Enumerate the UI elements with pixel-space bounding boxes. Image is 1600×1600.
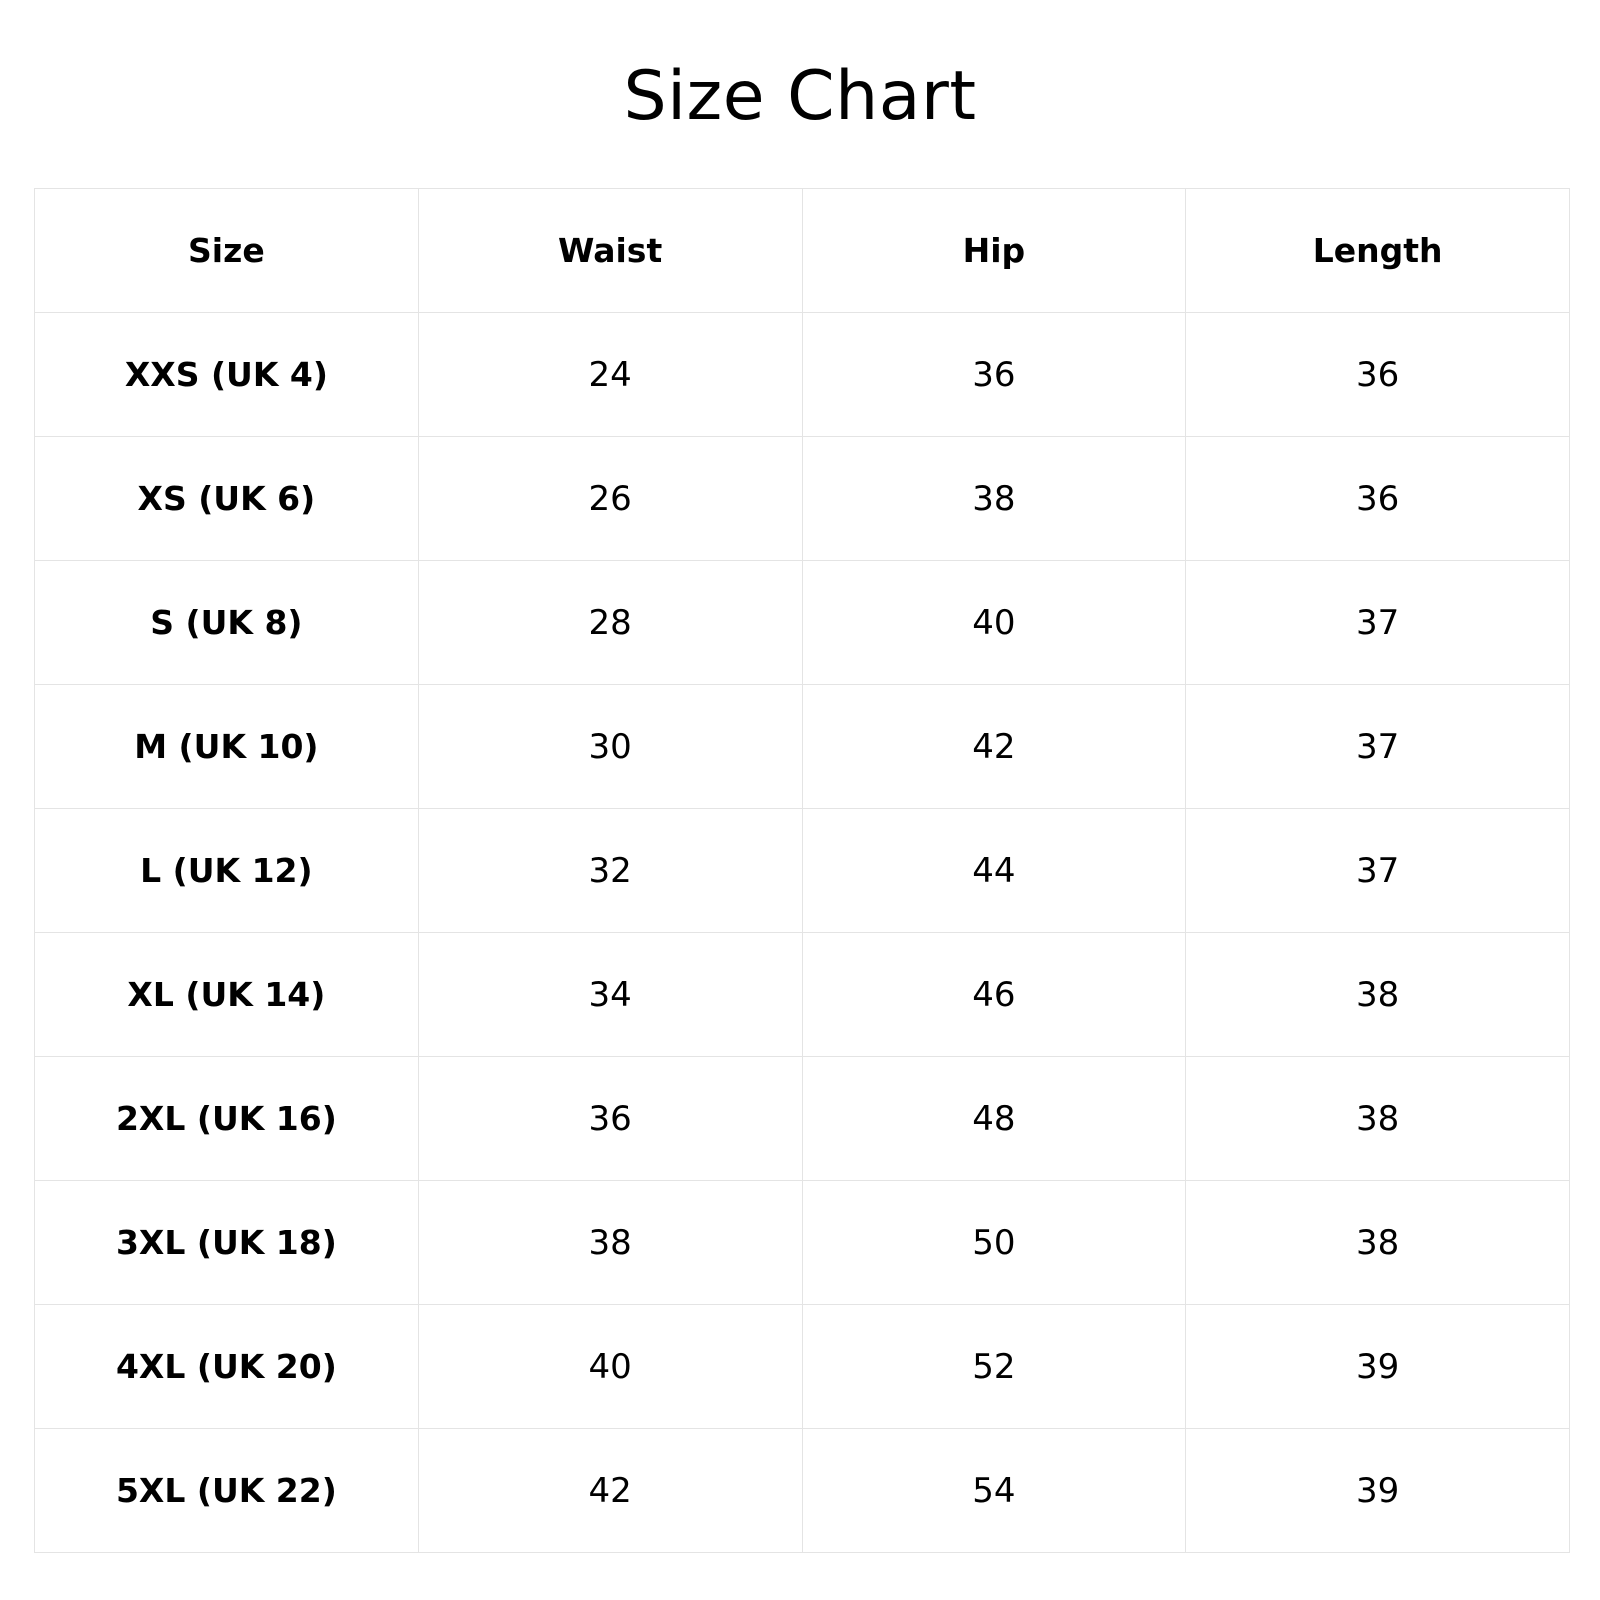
size-cell: 3XL (UK 18)	[35, 1181, 419, 1305]
length-cell: 38	[1186, 1057, 1570, 1181]
hip-cell: 50	[802, 1181, 1186, 1305]
column-header-waist: Waist	[418, 189, 802, 313]
length-cell: 37	[1186, 809, 1570, 933]
waist-cell: 32	[418, 809, 802, 933]
size-cell: 5XL (UK 22)	[35, 1429, 419, 1553]
table-row	[35, 1057, 1570, 1181]
page-title: Size Chart	[623, 57, 977, 136]
waist-cell: 34	[418, 933, 802, 1057]
table-row	[35, 933, 1570, 1057]
size-cell: 4XL (UK 20)	[35, 1305, 419, 1429]
size-cell: L (UK 12)	[35, 809, 419, 933]
table-row	[35, 1181, 1570, 1305]
size-cell: XL (UK 14)	[35, 933, 419, 1057]
hip-cell: 42	[802, 685, 1186, 809]
length-cell: 36	[1186, 437, 1570, 561]
waist-cell: 26	[418, 437, 802, 561]
hip-cell: 52	[802, 1305, 1186, 1429]
hip-cell: 36	[802, 313, 1186, 437]
table-row	[35, 561, 1570, 685]
table-row	[35, 437, 1570, 561]
table-header	[35, 189, 1570, 313]
length-cell: 38	[1186, 933, 1570, 1057]
hip-cell: 38	[802, 437, 1186, 561]
hip-cell: 54	[802, 1429, 1186, 1553]
table-row	[35, 809, 1570, 933]
waist-cell: 40	[418, 1305, 802, 1429]
size-cell: S (UK 8)	[35, 561, 419, 685]
hip-cell: 46	[802, 933, 1186, 1057]
table-row	[35, 1305, 1570, 1429]
length-cell: 38	[1186, 1181, 1570, 1305]
length-cell: 36	[1186, 313, 1570, 437]
waist-cell: 30	[418, 685, 802, 809]
column-header-size: Size	[35, 189, 419, 313]
table-row	[35, 313, 1570, 437]
column-header-length: Length	[1186, 189, 1570, 313]
waist-cell: 38	[418, 1181, 802, 1305]
size-cell: M (UK 10)	[35, 685, 419, 809]
hip-cell: 44	[802, 809, 1186, 933]
column-header-hip: Hip	[802, 189, 1186, 313]
length-cell: 39	[1186, 1305, 1570, 1429]
length-cell: 37	[1186, 685, 1570, 809]
waist-cell: 28	[418, 561, 802, 685]
size-chart-table	[34, 188, 1570, 1553]
header-row	[35, 189, 1570, 313]
waist-cell: 42	[418, 1429, 802, 1553]
hip-cell: 48	[802, 1057, 1186, 1181]
table-row	[35, 685, 1570, 809]
table-row	[35, 1429, 1570, 1553]
length-cell: 37	[1186, 561, 1570, 685]
waist-cell: 24	[418, 313, 802, 437]
size-cell: XS (UK 6)	[35, 437, 419, 561]
length-cell: 39	[1186, 1429, 1570, 1553]
table-body	[35, 313, 1570, 1553]
waist-cell: 36	[418, 1057, 802, 1181]
size-cell: XXS (UK 4)	[35, 313, 419, 437]
hip-cell: 40	[802, 561, 1186, 685]
size-cell: 2XL (UK 16)	[35, 1057, 419, 1181]
